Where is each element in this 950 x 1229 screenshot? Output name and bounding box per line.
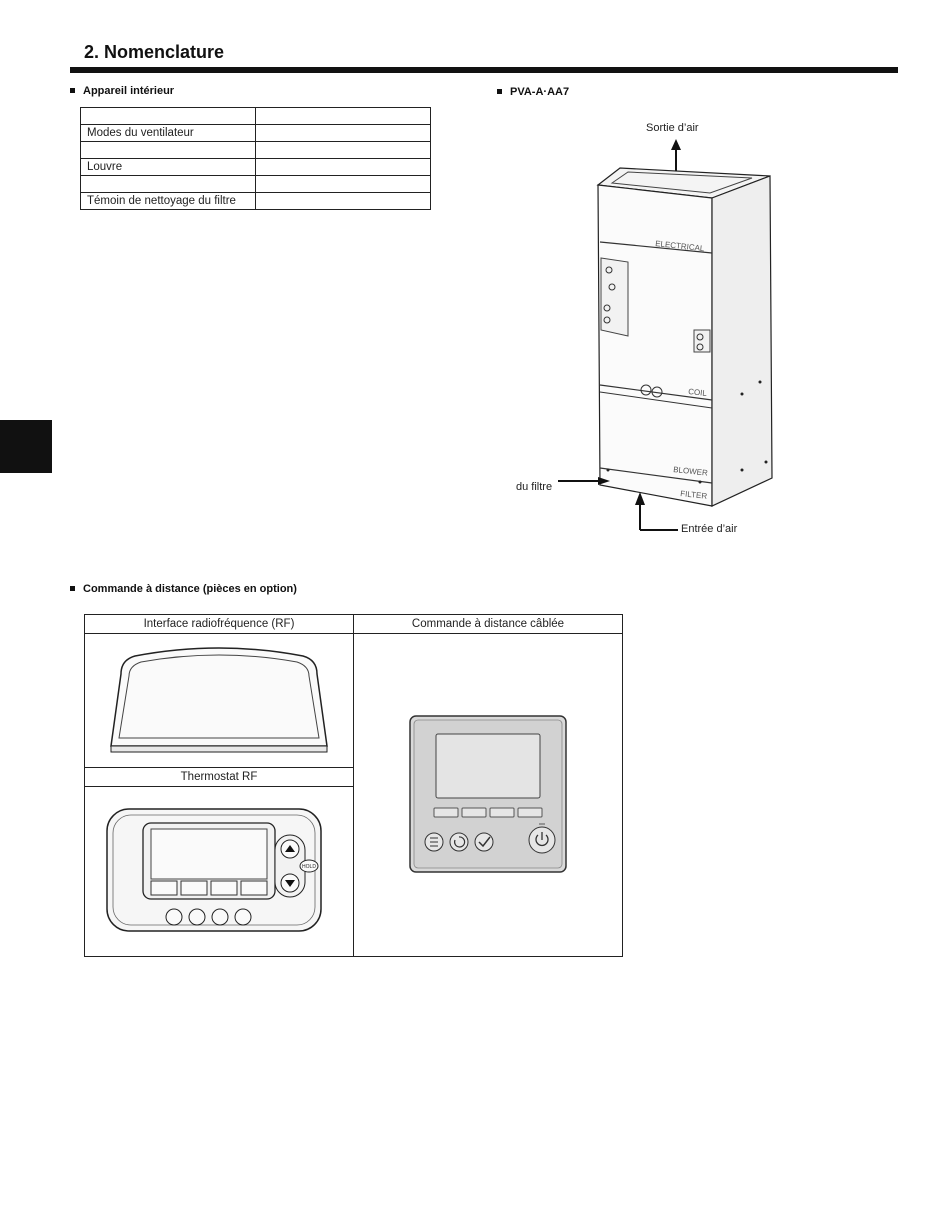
col-rf-header: Interface radiofréquence (RF) bbox=[85, 615, 354, 634]
wired-remote-illustration bbox=[408, 714, 568, 874]
page-title: 2. Nomenclature bbox=[84, 42, 225, 62]
spec-value-cell bbox=[256, 193, 431, 210]
spec-label-cell: Louvre bbox=[81, 159, 256, 176]
indoor-spec-table bbox=[80, 107, 431, 210]
spec-row bbox=[81, 108, 431, 125]
thermostat-illustration bbox=[85, 787, 353, 953]
thermostat-header: Thermostat RF bbox=[85, 768, 354, 787]
spec-value-cell bbox=[256, 142, 431, 159]
title-rule bbox=[70, 67, 898, 73]
rf-interface-cell bbox=[85, 634, 354, 768]
hold-button-label: HOLD bbox=[302, 864, 316, 870]
label-filter: du filtre bbox=[516, 481, 553, 493]
remote-heading: Commande à distance (pièces en option) bbox=[70, 583, 297, 595]
spec-row bbox=[81, 125, 431, 142]
rf-interface-illustration bbox=[85, 634, 353, 764]
spec-value-cell bbox=[256, 108, 431, 125]
spec-value-cell bbox=[256, 159, 431, 176]
spec-label-cell: Modes du ventilateur bbox=[81, 125, 256, 142]
spec-label-cell bbox=[81, 142, 256, 159]
label-air-inlet: Entrée d’air bbox=[681, 523, 738, 535]
spec-row bbox=[81, 142, 431, 159]
spec-value-cell bbox=[256, 125, 431, 142]
bullet-square-icon bbox=[70, 88, 75, 93]
spec-row bbox=[81, 193, 431, 210]
spec-row bbox=[81, 159, 431, 176]
model-heading: PVA-A·AA7 bbox=[497, 86, 569, 98]
panel-blower-label: BLOWER bbox=[672, 465, 709, 478]
panel-electrical-label: ELECTRICAL bbox=[654, 239, 705, 254]
bullet-square-icon bbox=[70, 586, 75, 591]
col-wired-header: Commande à distance câblée bbox=[354, 615, 623, 634]
spec-row bbox=[81, 176, 431, 193]
remote-table bbox=[84, 614, 623, 957]
air-handler-illustration bbox=[540, 135, 790, 540]
spec-label-cell bbox=[81, 176, 256, 193]
thermostat-cell bbox=[85, 787, 354, 957]
spec-label-cell bbox=[81, 108, 256, 125]
wired-remote-cell bbox=[354, 634, 623, 957]
spec-value-cell bbox=[256, 176, 431, 193]
spec-label-cell: Témoin de nettoyage du filtre bbox=[81, 193, 256, 210]
indoor-heading: Appareil intérieur bbox=[70, 85, 174, 97]
label-air-outlet: Sortie d’air bbox=[646, 122, 699, 134]
panel-filter-label: FILTER bbox=[679, 489, 708, 501]
panel-coil-label: COIL bbox=[687, 387, 708, 398]
side-tab bbox=[0, 420, 52, 473]
bullet-square-icon bbox=[497, 89, 502, 94]
